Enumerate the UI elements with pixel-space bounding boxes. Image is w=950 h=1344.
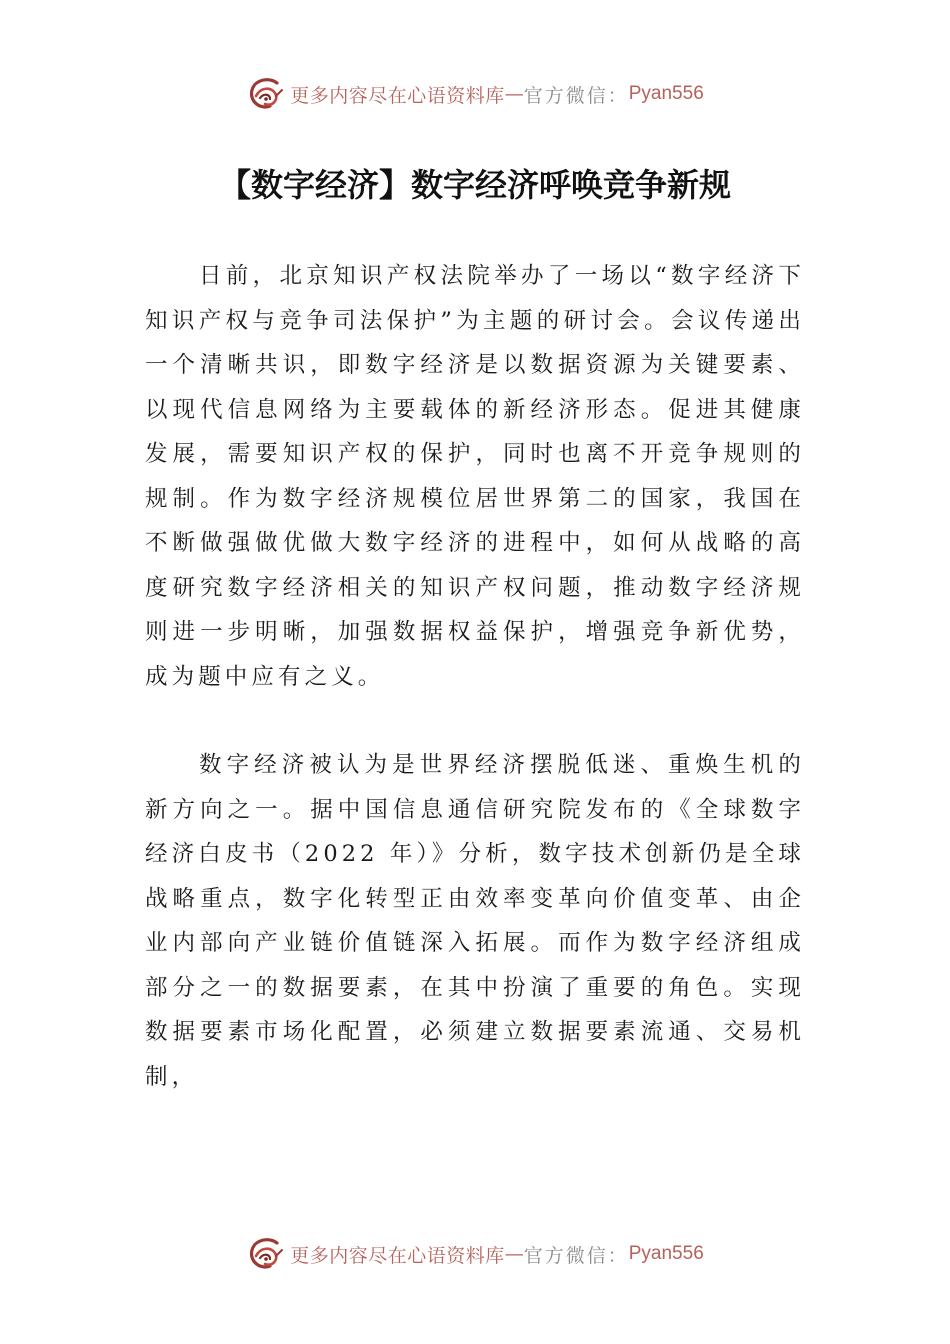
page-footer (0, 1230, 950, 1278)
document-body (145, 254, 805, 1099)
brand-logo-icon (246, 74, 286, 114)
header-separator: — (504, 83, 524, 105)
header-brand-text: 更多内容尽在心语资料库 (290, 84, 505, 107)
footer-separator: — (504, 1243, 524, 1265)
header-wechat-id: Pyan556 (628, 83, 704, 104)
brand-logo-icon (246, 1234, 286, 1274)
page-header (0, 70, 950, 118)
body-paragraph-2: 数字经济被认为是世界经济摆脱低迷、重焕生机的新方向之一。据中国信息通信研究院发布的《全球数字经济白皮书（2022 年）》分析，数字技术创新仍是全球战略重点，数字化转型正由效率变革向价值变革、由企业内部向产业链价值链深入拓展。而作为数字经济组成部分之一的数据要素，在其中扮演了重要的角色。实现数据要素市场化配置，必须建立数据要素流通、交易机制， (145, 752, 805, 1090)
footer-wechat-label: 官方微信： (523, 1244, 629, 1267)
document-title: 【数字经济】数字经济呼唤竞争新规 (218, 166, 731, 204)
header-wechat-label: 官方微信： (523, 84, 629, 107)
footer-wechat-id: Pyan556 (628, 1243, 704, 1264)
body-paragraph-1: 日前，北京知识产权法院举办了一场以“数字经济下知识产权与竞争司法保护”为主题的研讨会。会议传递出一个清晰共识，即数字经济是以数据资源为关键要素、以现代信息网络为主要载体的新经济形态。促进其健康发展，需要知识产权的保护，同时也离不开竞争规则的规制。作为数字经济规模位居世界第二的国家，我国在不断做强做优做大数字经济的进程中，如何从战略的高度研究数字经济相关的知识产权问题，推动数字经济规则进一步明晰，加强数据权益保护，增强竞争新优势，成为题中应有之义。 (145, 263, 805, 690)
footer-brand-text: 更多内容尽在心语资料库 (290, 1244, 505, 1267)
